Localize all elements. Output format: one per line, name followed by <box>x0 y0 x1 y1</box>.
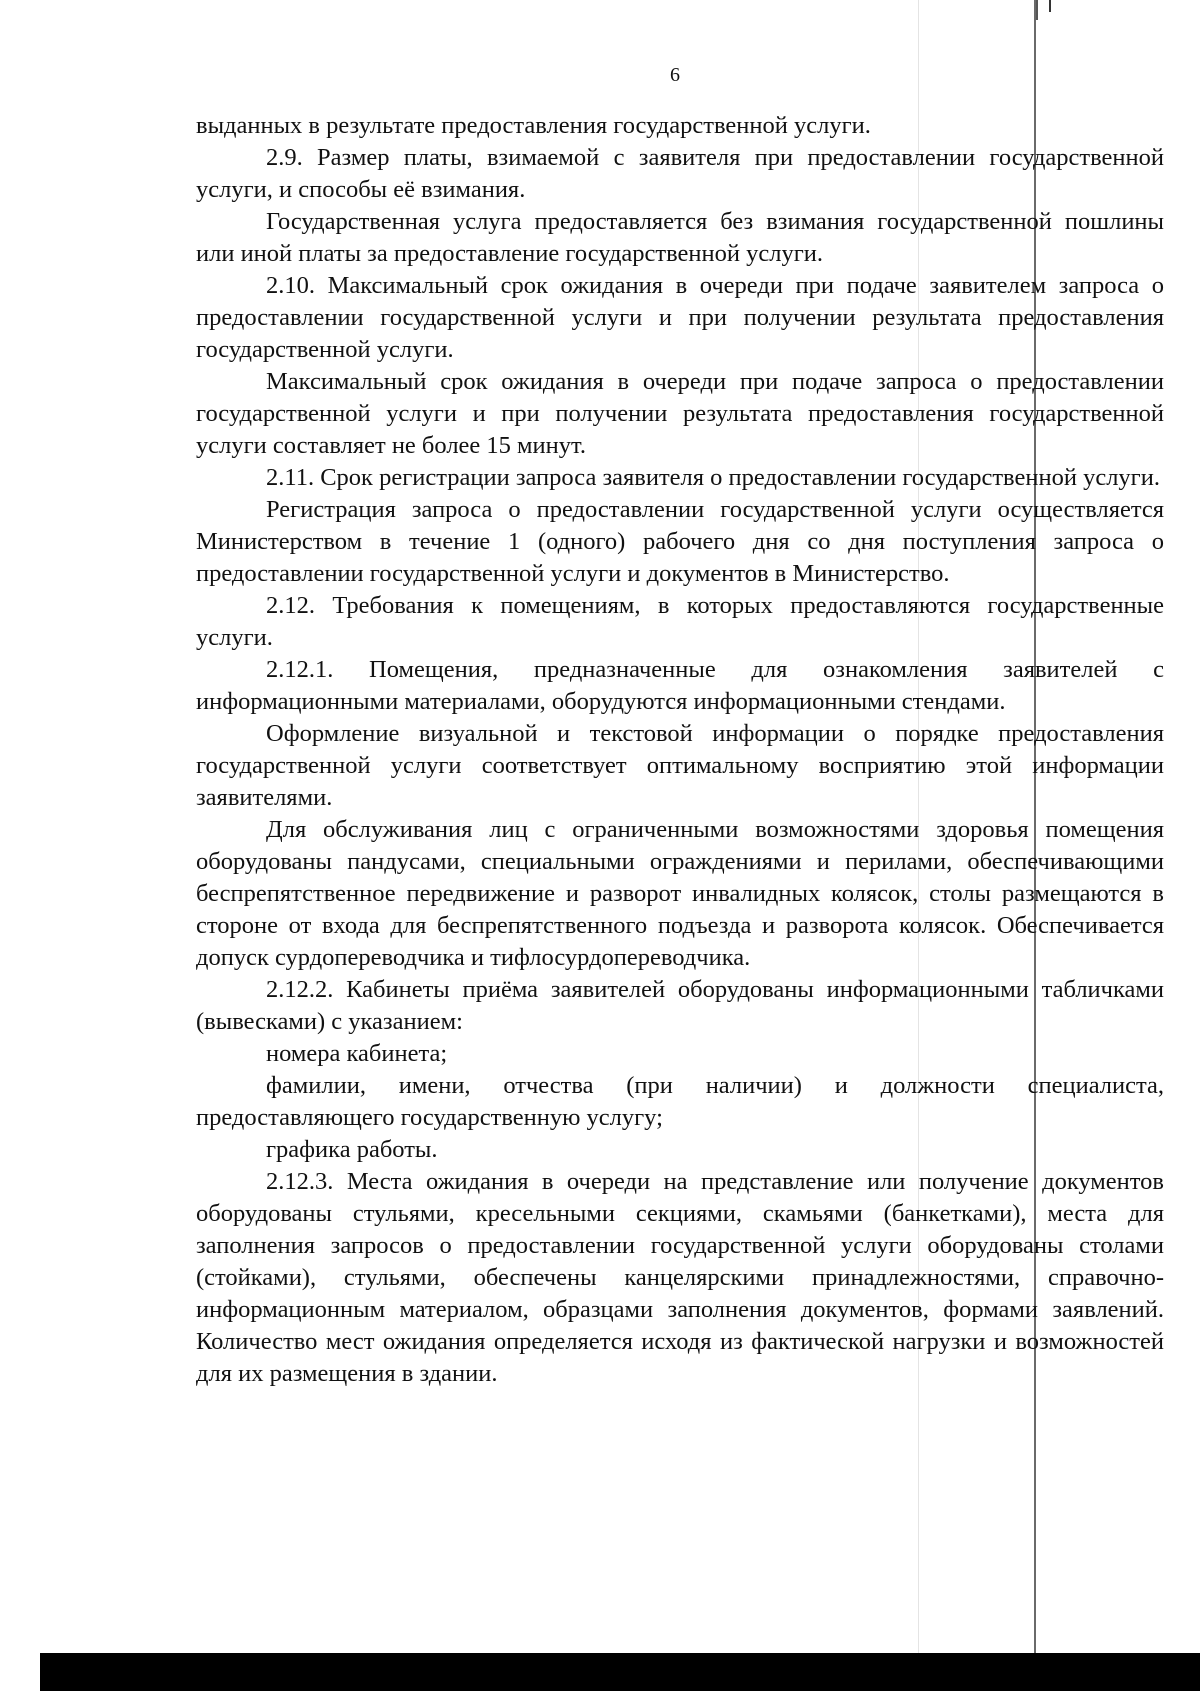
paragraph-heading: 2.10. Максимальный срок ожидания в очереди при подаче заявителем запроса о предоставлении государственной услуги и при получении результата предоставления государственной услуги. <box>196 272 1164 363</box>
paragraph: 2.12.1. Помещения, предназначенные для ознакомления заявителей с информационными материалами, оборудуются информационными стендами. <box>196 656 1164 715</box>
paragraph-heading: 2.11. Срок регистрации запроса заявителя о предоставлении государственной услуги. <box>266 464 1160 491</box>
paragraph: Оформление визуальной и текстовой информации о порядке предоставления государственной услуги соответствует оптимальному восприятию этой информации заявителями. <box>196 720 1164 811</box>
paragraph: Для обслуживания лиц с ограниченными возможностями здоровья помещения оборудованы пандусами, специальными ограждениями и перилами, обеспечивающими беспрепятственное передвижение и разворот инвалидных колясок, столы размещаются в стороне от входа для беспрепятственного подъезда и разворота колясок. Обеспечивается допуск сурдопереводчика и тифлосурдопереводчика. <box>196 816 1164 971</box>
scan-bottom-border <box>40 1653 1200 1691</box>
paragraph: 2.12.3. Места ожидания в очереди на представление или получение документов оборудованы стульями, кресельными секциями, скамьями (банкетками), места для заполнения запросов о предоставлении государственной услуги оборудованы столами (стойками), стульями, обеспечены канцелярскими принадлежностями, справочно-информационным материалом, образцами заполнения документов, формами заявлений. Количество мест ожидания определяется исходя из фактической нагрузки и возможностей для их размещения в здании. <box>196 1168 1164 1387</box>
paragraph: Максимальный срок ожидания в очереди при подаче запроса о предоставлении государственной услуги и при получении результата предоставления государственной услуги составляет не более 15 минут. <box>196 368 1164 459</box>
list-item: номера кабинета; <box>266 1040 448 1067</box>
paragraph: Регистрация запроса о предоставлении государственной услуги осуществляется Министерством в течение 1 (одного) рабочего дня со дня поступления запроса о предоставлении государственной услуги и документов в Министерство. <box>196 496 1164 587</box>
paragraph: 2.12.2. Кабинеты приёма заявителей оборудованы информационными табличками (вывесками) с указанием: <box>196 976 1164 1035</box>
scan-artifact-vertical-line <box>1036 0 1038 20</box>
list-item: графика работы. <box>266 1136 438 1163</box>
paragraph-heading: 2.9. Размер платы, взимаемой с заявителя при предоставлении государственной услуги, и способы её взимания. <box>196 144 1164 203</box>
scan-artifact-vertical-line <box>1049 0 1051 12</box>
list-item: фамилии, имени, отчества (при наличии) и должности специалиста, предоставляющего государственную услугу; <box>196 1072 1164 1131</box>
paragraph-heading: 2.12. Требования к помещениям, в которых предоставляются государственные услуги. <box>196 592 1164 651</box>
paragraph: выданных в результате предоставления государственной услуги. <box>196 112 871 139</box>
paragraph: Государственная услуга предоставляется без взимания государственной пошлины или иной платы за предоставление государственной услуги. <box>196 208 1164 267</box>
document-body <box>196 110 1164 1390</box>
page-number: 6 <box>670 64 680 86</box>
scan-left-margin <box>0 0 40 1691</box>
